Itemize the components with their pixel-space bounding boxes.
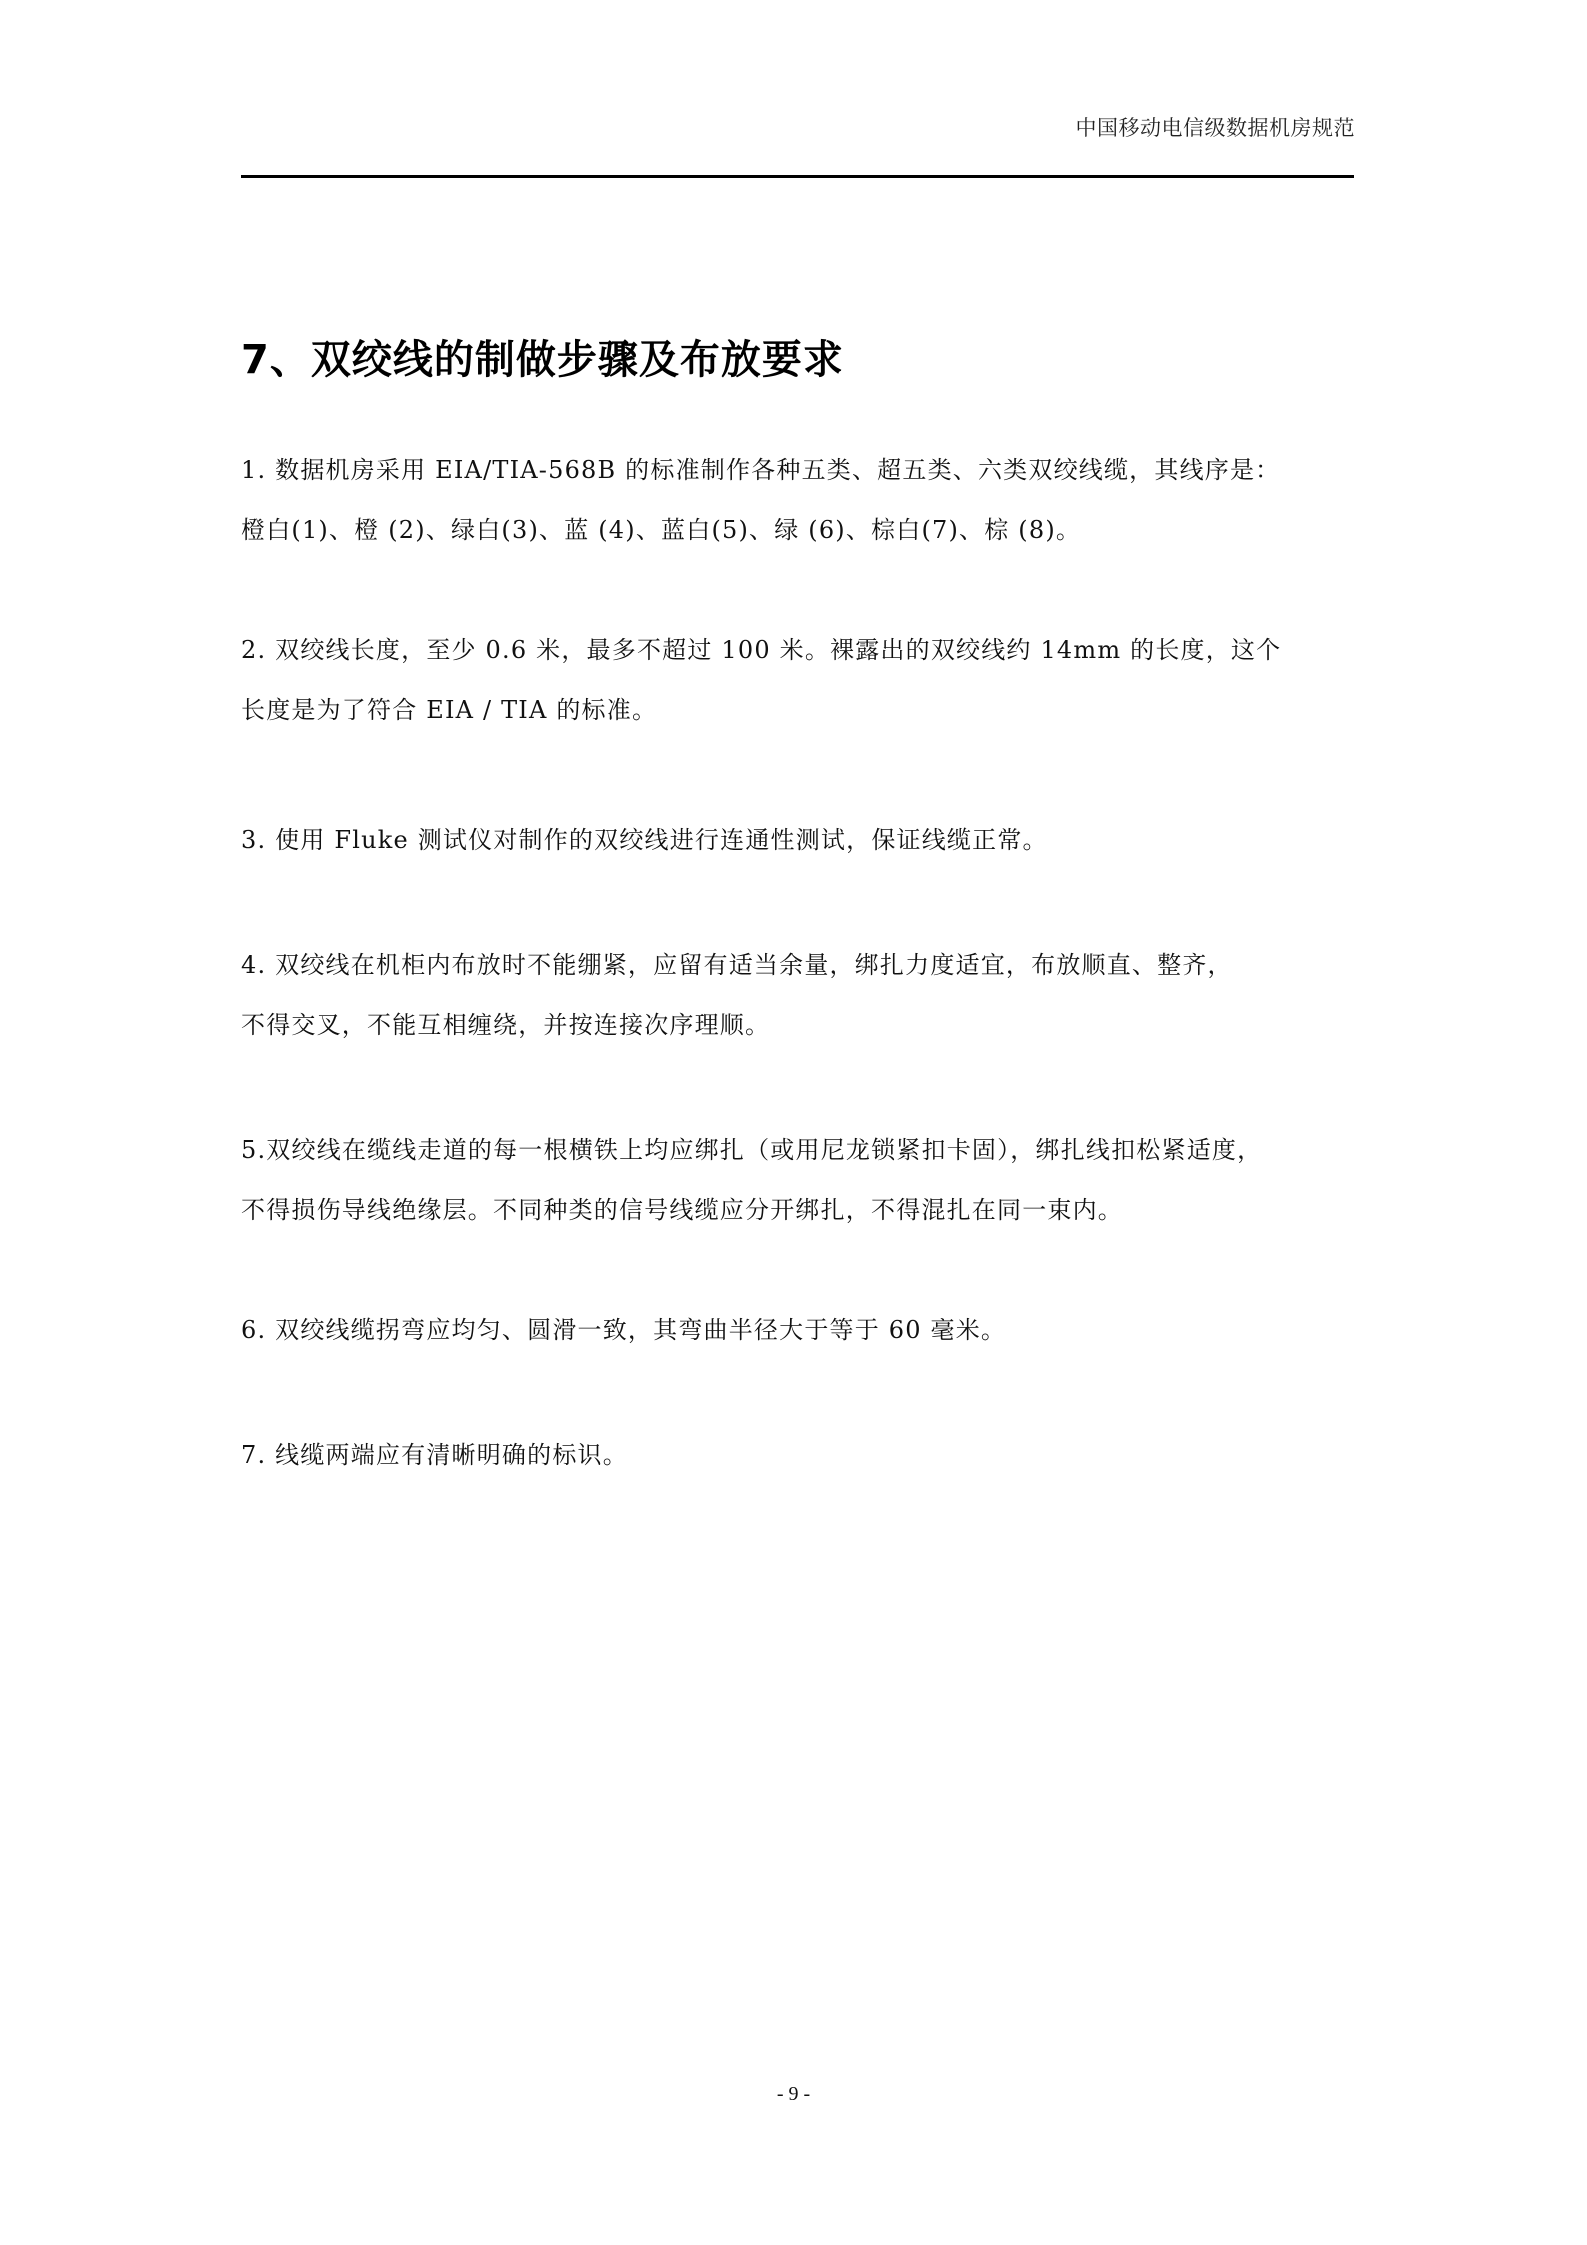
- header-rule: [241, 175, 1354, 178]
- list-item-4: [241, 935, 1354, 1055]
- item-7-line-1: 7. 线缆两端应有清晰明确的标识。: [241, 1441, 628, 1469]
- item-4-line-2: 不得交叉，不能互相缠绕，并按连接次序理顺。: [241, 1011, 771, 1039]
- list-item-5: [241, 1120, 1354, 1240]
- list-item-1: [241, 440, 1354, 560]
- item-5-line-1: 5.双绞线在缆线走道的每一根横铁上均应绑扎（或用尼龙锁紧扣卡固），绑扎线扣松紧适度，: [241, 1136, 1263, 1164]
- item-2-line-1: 2. 双绞线长度，至少 0.6 米，最多不超过 100 米。裸露出的双绞线约 14mm 的长度，这个: [241, 636, 1282, 664]
- item-4-line-1: 4. 双绞线在机柜内布放时不能绷紧，应留有适当余量，绑扎力度适宜，布放顺直、整齐，: [241, 951, 1233, 979]
- item-6-line-1: 6. 双绞线缆拐弯应均匀、圆滑一致，其弯曲半径大于等于 60 毫米。: [241, 1316, 1007, 1344]
- item-5-line-2: 不得损伤导线绝缘层。不同种类的信号线缆应分开绑扎，不得混扎在同一束内。: [241, 1196, 1123, 1224]
- item-1-line-1: 1. 数据机房采用 EIA/TIA-568B 的标准制作各种五类、超五类、六类双绞线缆，其线序是：: [241, 456, 1281, 484]
- section-title: 7、双绞线的制做步骤及布放要求: [241, 337, 844, 383]
- page-number: - 9 -: [776, 2083, 811, 2105]
- list-item-6: [241, 1300, 1354, 1360]
- item-3-line-1: 3. 使用 Fluke 测试仪对制作的双绞线进行连通性测试，保证线缆正常。: [241, 826, 1048, 854]
- running-header: 中国移动电信级数据机房规范: [1075, 116, 1355, 140]
- item-1-line-2: 橙白(1)、橙 (2)、绿白(3)、蓝 (4)、蓝白(5)、绿 (6)、棕白(7)、棕 (8)。: [241, 516, 1082, 544]
- list-item-2: [241, 620, 1354, 740]
- list-item-7: [241, 1425, 1354, 1485]
- list-item-3: [241, 810, 1354, 870]
- item-2-line-2: 长度是为了符合 EIA / TIA 的标准。: [241, 696, 658, 724]
